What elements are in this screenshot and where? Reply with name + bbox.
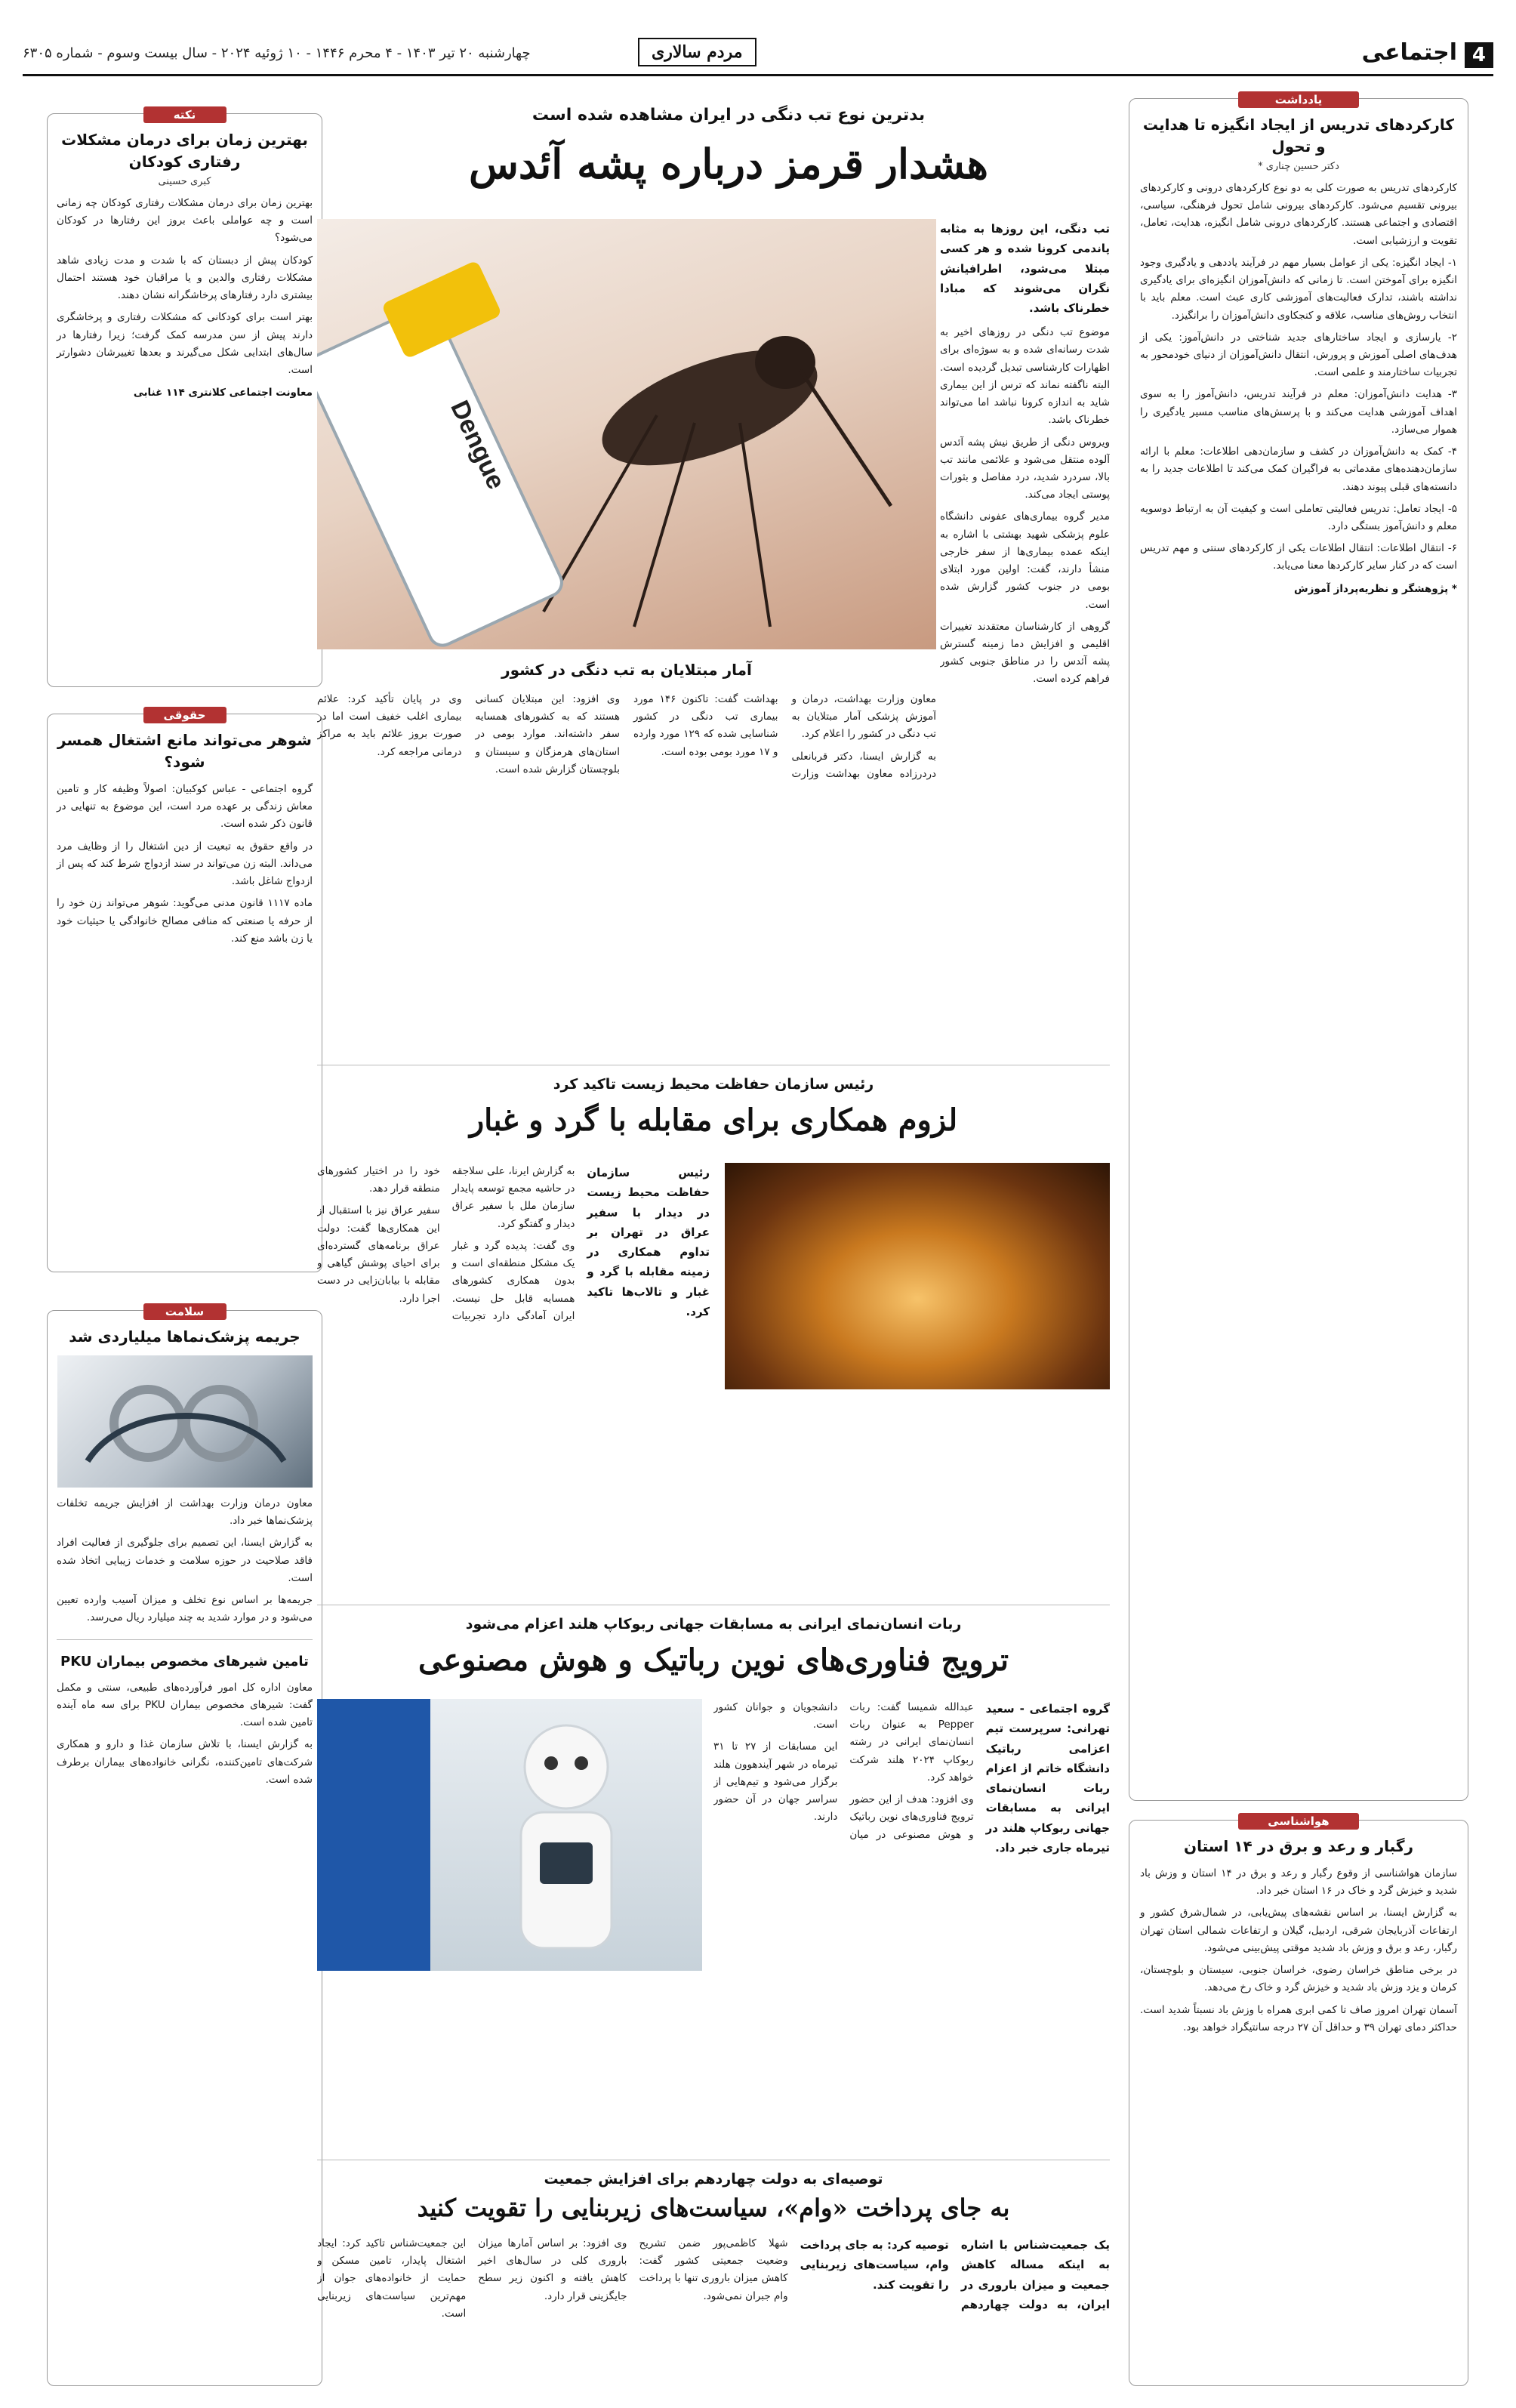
note-paragraph: ۲- یارسازی و ایجاد ساختارهای جدید شناختی در دانش‌آموز: یکی از هدف‌های اصلی آموزش و پرورش، انتقال دانش‌آموزان از دنیای خودمحور به تجربیات ساختارمند و علمی است.	[1140, 331, 1457, 379]
divider	[57, 1639, 313, 1640]
note-paragraph: کارکردهای تدریس به صورت کلی به دو نوع کارکردهای درونی و کارکردهای بیرونی تقسیم می‌شود. کارکردهای بیرونی شامل تحول فرهنگی، سیاسی، اقتصادی و اجتماعی هستند. کارکردهای درونی شامل انگیزه، هدایت، تعامل، تقویت و ارزشیابی است.	[1140, 182, 1457, 247]
tip-tag: نکته	[143, 106, 226, 123]
dust-storm-photo	[725, 1163, 1110, 1389]
tip-title: بهترین زمان برای درمان مشکلات رفتاری کودکان	[61, 131, 308, 171]
lead-headline: هشدار قرمز درباره پشه آئدس	[468, 140, 989, 188]
dust-paragraph: وی گفت: پدیده گرد و غبار یک مشکل منطقه‌ای است و بدون همکاری کشورهای همسایه قابل حل نیست. ایران آمادگی دارد تجربیات خود را در اختیار کشورهای منطقه قرار دهد.	[317, 1165, 575, 1322]
weather-paragraph: آسمان تهران امروز صاف تا کمی ابری همراه با وزش باد نسبتاً شدید است. حداکثر دمای تهران ۳۹ و حداقل آن ۲۷ درجه سانتیگراد خواهد بود.	[1140, 2003, 1457, 2033]
legal-paragraph: ماده ۱۱۱۷ قانون مدنی می‌گوید: شوهر می‌تواند زن خود را از حرفه یا صنعتی که منافی مصالح خانوادگی یا حیثیات خود یا زن باشد منع کند.	[57, 897, 313, 945]
robot-paragraph: عبدالله شمیسا گفت: ربات Pepper به عنوان ربات انسان‌نمای ایرانی در رشته ربوکاپ ۲۰۲۴ هلند شرکت خواهد کرد.	[849, 1701, 974, 1784]
health-tag: سلامت	[143, 1303, 226, 1320]
dust-lead: رئیس سازمان حفاظت محیط زیست در دیدار با سفیر عراق در تهران بر تداوم همکاری در زمینه مقابله با گرد و غبار و تالاب‌ها تاکید کرد.	[587, 1166, 710, 1318]
weather-title: رگبار و رعد و برق در ۱۴ استان	[1184, 1837, 1413, 1855]
pku-paragraph: به گزارش ایسنا، با تلاش سازمان غذا و دارو و همکاری شرکت‌های تامین‌کننده، نگرانی خانواده‌های بیماران برطرف شده است.	[57, 1738, 313, 1786]
page-number: 4	[1465, 42, 1493, 68]
note-paragraph: ۶- انتقال اطلاعات: انتقال اطلاعات یکی از کارکردهای سنتی و مهم تدریس است که در کنار سایر کارکردها معنا می‌یابد.	[1140, 542, 1457, 572]
mosquito-illustration	[317, 219, 936, 649]
newspaper-logo: مردم سالاری	[638, 38, 756, 66]
note-tag: یادداشت	[1238, 91, 1359, 108]
lead-body-paragraph: موضوع تب دنگی در روزهای اخیر به شدت رسانه‌ای شده و به سوژه‌ای برای اظهارات کارشناسی تبدیل گردیده است. البته ناگفته نماند که ترس از این بیماری شاید به اندازه کرونا نباشد اما می‌تواند خطرناک باشد.	[940, 326, 1110, 427]
weather-paragraph: در برخی مناطق خراسان رضوی، خراسان جنوبی، سیستان و بلوچستان، کرمان و یزد وزش باد شدید و خیزش گرد و خاک رخ می‌دهد.	[1140, 1964, 1457, 1994]
pku-paragraph: معاون اداره کل امور فرآورده‌های طبیعی، سنتی و مکمل گفت: شیرهای مخصوص بیماران PKU برای سه ماه آینده تامین شده است.	[57, 1681, 313, 1729]
note-paragraph: ۴- کمک به دانش‌آموزان در کشف و سازمان‌دهی اطلاعات: معلم با ارائه سازمان‌دهنده‌های مقدماتی به فراگیران کمک می‌کند تا اطلاعات جدید را به دانسته‌های قبلی پیوند دهند.	[1140, 446, 1457, 493]
weather-paragraph: به گزارش ایسنا، بر اساس نقشه‌های پیش‌یابی، در شمال‌شرق کشور و ارتفاعات آذربایجان شرقی، اردبیل، گیلان و ارتفاعات شمالی استان تهران رگبار، رعد و برق و وزش باد شدید موقتی پیش‌بینی می‌شود.	[1140, 1907, 1457, 1954]
legal-title: شوهر می‌تواند مانع اشتغال همسر شود؟	[57, 731, 312, 771]
handcuffs-icon	[57, 1355, 313, 1488]
legal-box	[47, 708, 322, 1272]
robot-illustration	[317, 1699, 702, 1971]
health-title: جریمه پزشک‌نماها میلیاردی شد	[69, 1327, 300, 1346]
loan-paragraph: این جمعیت‌شناس تاکید کرد: ایجاد اشتغال پایدار، تامین مسکن و حمایت از خانواده‌های جوان از مهم‌ترین سیاست‌های زیربنایی است.	[317, 2237, 467, 2320]
weather-tag: هواشناسی	[1238, 1813, 1359, 1830]
lead-body-paragraph: ویروس دنگی از طریق نیش پشه آئدس آلوده منتقل می‌شود و علائمی مانند تب بالا، سردرد شدید، درد مفاصل و بثورات پوستی ایجاد می‌کند.	[940, 436, 1110, 501]
health-paragraph: جریمه‌ها بر اساس نوع تخلف و میزان آسیب وارده تعیین می‌شود و در موارد شدید به چند میلیارد ریال می‌رسد.	[57, 1594, 313, 1624]
robot-body	[713, 1699, 1110, 2152]
note-paragraph: ۱- ایجاد انگیزه: یکی از عوامل بسیار مهم در فرآیند یاددهی و یادگیری وجود انگیزه برای آموختن است. تا زمانی که دانش‌آموزان انگیزه‌ای برای یادگیری نداشته باشند، تدارک فعالیت‌های آموزشی کاری عبث است. معلم باید با انتخاب روش‌های مناسب، علاقه و کنجکاوی دانش‌آموزان را برانگیزد.	[1140, 256, 1457, 322]
weather-paragraph: سازمان هواشناسی از وقوع رگبار و رعد و برق در ۱۴ استان و وزش باد شدید و خیزش گرد و خاک در ۱۶ استان خبر داد.	[1140, 1867, 1458, 1898]
stats-paragraph: معاون وزارت بهداشت، درمان و آموزش پزشکی آمار مبتلایان به تب دنگی در کشور را اعلام کرد.	[791, 693, 936, 741]
note-author: دکتر حسین چناری *	[1258, 161, 1339, 172]
stats-paragraph: به گزارش ایسنا، دکتر قربانعلی دردرزاده معاون بهداشت وزارت بهداشت گفت: تاکنون ۱۴۶ مورد بیماری تب دنگی در کشور شناسایی شده که ۱۲۹ مورد وارده و ۱۷ مورد بومی بوده است.	[633, 693, 936, 780]
robot-lead: گروه اجتماعی - سعید تهرانی: سرپرست تیم اعزامی رباتیک دانشگاه خاتم از اعزام ربات انسان‌نمای ایرانی به مسابقات جهانی ربوکاپ هلند در تیرماه جاری خبر داد.	[985, 1702, 1110, 1855]
dengue-stats-text	[317, 691, 936, 1061]
dust-kicker: رئیس سازمان حفاظت محیط زیست تاکید کرد	[553, 1076, 874, 1093]
robot-kicker: ربات انسان‌نمای ایرانی به مسابقات جهانی ربوکاپ هلند اعزام می‌شود	[465, 1616, 962, 1633]
header-rule	[23, 74, 1493, 76]
robot-headline: ترویج فناوری‌های نوین رباتیک و هوش مصنوعی	[418, 1642, 1009, 1678]
tip-box	[47, 108, 322, 687]
lead-paragraph: تب دنگی، این روزها به مثابه پاندمی کرونا شده و هر کسی مبتلا می‌شود، اطرافیانش نگران می‌شوند که مبادا خطرناک باشد.	[940, 222, 1110, 315]
dateline: چهارشنبه ۲۰ تیر ۱۴۰۳ - ۴ محرم ۱۴۴۶ - ۱۰ ژوئیه ۲۰۲۴ - سال بیست وسوم - شماره ۶۳۰۵	[23, 45, 531, 61]
note-signature: * پژوهشگر و نظریه‌پرداز آموزش	[1294, 582, 1457, 595]
page-header	[0, 0, 1516, 76]
legal-paragraph: در واقع حقوق به تبعیت از دین اشتغال را از وظایف مرد می‌داند. البته زن می‌تواند در سند ازدواج شرط کند که پس از ازدواج شاغل باشد.	[57, 840, 313, 888]
section-title: اجتماعی	[1361, 39, 1457, 66]
dust-paragraph: سفیر عراق نیز با استقبال از این همکاری‌ها گفت: دولت عراق برنامه‌های گسترده‌ای برای احیای پوشش گیاهی و مقابله با بیابان‌زایی در دست اجرا دارد.	[317, 1204, 440, 1305]
note-paragraph: ۳- هدایت دانش‌آموزان: معلم در فرآیند تدریس، دانش‌آموز را به سوی اهداف آموزشی هدایت می‌کند و با پرسش‌های مناسب مسیر یادگیری را هموار می‌سازد.	[1140, 388, 1457, 436]
tip-author: کبری حسینی	[158, 176, 211, 187]
lead-body-paragraph: گروهی از کارشناسان معتقدند تغییرات اقلیمی و افزایش دما زمینه گسترش پشه آئدس را در مناطق جنوبی کشور فراهم کرده است.	[940, 620, 1110, 686]
stats-paragraph: وی در پایان تأکید کرد: علائم بیماری اغلب خفیف است اما در صورت بروز علائم باید به مراکز درمانی مراجعه کرد.	[317, 693, 462, 758]
health-paragraph: به گزارش ایسنا، این تصمیم برای جلوگیری از فعالیت افراد فاقد صلاحیت در حوزه سلامت و خدمات زیبایی اتخاذ شده است.	[57, 1537, 313, 1584]
loan-lead: یک جمعیت‌شناس با اشاره به اینکه مساله کاهش جمعیت و میزان باروری در ایران، به دولت چهاردهم توصیه کرد: به جای پرداخت وام، سیاست‌های زیربنایی را تقویت کند.	[800, 2238, 1110, 2311]
robot-photo	[317, 1699, 702, 1971]
loan-kicker: توصیه‌ای به دولت چهاردهم برای افزایش جمعیت	[544, 2171, 883, 2188]
legal-tag: حقوقی	[143, 707, 226, 723]
loan-paragraph: وی افزود: بر اساس آمارها میزان باروری کلی در سال‌های اخیر کاهش یافته و اکنون زیر سطح جایگزینی قرار دارد.	[478, 2237, 627, 2302]
tip-signature: معاونت اجتماعی کلانتری ۱۱۴ غنابی	[133, 387, 313, 399]
dust-body	[317, 1163, 710, 1601]
weather-box	[1129, 1814, 1468, 2386]
dengue-stats-title: آمار مبتلایان به تب دنگی در کشور	[501, 661, 752, 679]
legal-paragraph: گروه اجتماعی - عباس کوکبیان: اصولاً وظیفه کار و تامین معاش زندگی بر عهده مرد است، این موضوع به تنهایی در قانون ذکر شده است.	[57, 783, 313, 831]
health-box	[47, 1305, 322, 2386]
note-title: کارکردهای تدریس از ایجاد انگیزه تا هدایت و تحول	[1142, 116, 1455, 156]
robot-paragraph: وی افزود: هدف از این حضور ترویج فناوری‌های نوین رباتیک و هوش مصنوعی در میان دانشجویان و جوانان کشور است.	[713, 1701, 974, 1841]
tip-paragraph: کودکان پیش از دبستان که با شدت و مدت زیادی شاهد مشکلات رفتاری والدین و یا مراقبان خود هستند احتمال بیشتری دارد رفتارهای پرخاشگرانه نشان دهند.	[57, 254, 313, 302]
lead-kicker: بدترین نوع تب دنگی در ایران مشاهده شده است	[532, 106, 926, 125]
note-paragraph: ۵- ایجاد تعامل: تدریس فعالیتی تعاملی است و کیفیت آن به ارتباط دوسویه معلم و دانش‌آموز بستگی دارد.	[1140, 502, 1457, 532]
dust-paragraph: به گزارش ایرنا، علی سلاجقه در حاشیه مجمع توسعه پایدار سازمان ملل با سفیر عراق دیدار و گفتگو کرد.	[451, 1165, 575, 1230]
lead-body-paragraph: مدیر گروه بیماری‌های عفونی دانشگاه علوم پزشکی شهید بهشتی با اشاره به اینکه عمده بیماری‌ها از سفر خارجی منشأ دارند، گفت: اولین مورد ابتلای بومی در جنوب کشور گزارش شده است.	[940, 510, 1110, 611]
lead-text-column	[940, 219, 1110, 1057]
tip-paragraph: بهتر است برای کودکانی که مشکلات رفتاری و پرخاشگری دارند پیش از سن مدرسه کمک گرفت؛ زیرا رفتارها در سال‌های ابتدایی شکل می‌گیرند و بعدها تغییرشان دشوارتر است.	[57, 311, 313, 376]
tip-paragraph: بهترین زمان برای درمان مشکلات رفتاری کودکان چه زمانی است و چه عواملی باعث بروز این رفتارها در کودکان می‌شود؟	[57, 197, 313, 245]
note-box	[1129, 93, 1468, 1801]
pku-title: تامین شیرهای مخصوص بیماران PKU	[60, 1653, 309, 1670]
mosquito-photo	[317, 219, 936, 649]
handcuffs-stethoscope-photo	[57, 1355, 313, 1488]
loan-body	[317, 2235, 1110, 2394]
dengue-tube-label: Dengue	[445, 396, 511, 494]
loan-headline: به جای پرداخت «وام»، سیاست‌های زیربنایی را تقویت کنید	[417, 2194, 1010, 2222]
health-paragraph: معاون درمان وزارت بهداشت از افزایش جریمه تخلفات پزشک‌نماها خبر داد.	[57, 1497, 313, 1528]
dust-headline: لزوم همکاری برای مقابله با گرد و غبار	[469, 1102, 958, 1138]
robot-paragraph: این مسابقات از ۲۷ تا ۳۱ تیرماه در شهر آیندهوون هلند برگزار می‌شود و تیم‌هایی از سراسر جهان در آن حضور دارند.	[713, 1740, 838, 1824]
stats-paragraph: وی افزود: این مبتلایان کسانی هستند که به کشورهای همسایه سفر داشته‌اند. موارد بومی در استان‌های هرمزگان و سیستان و بلوچستان گزارش شده است.	[475, 693, 620, 775]
loan-paragraph: شهلا کاظمی‌پور ضمن تشریح وضعیت جمعیتی کشور گفت: کاهش میزان باروری تنها با پرداخت وام جبران نمی‌شود.	[639, 2237, 788, 2302]
